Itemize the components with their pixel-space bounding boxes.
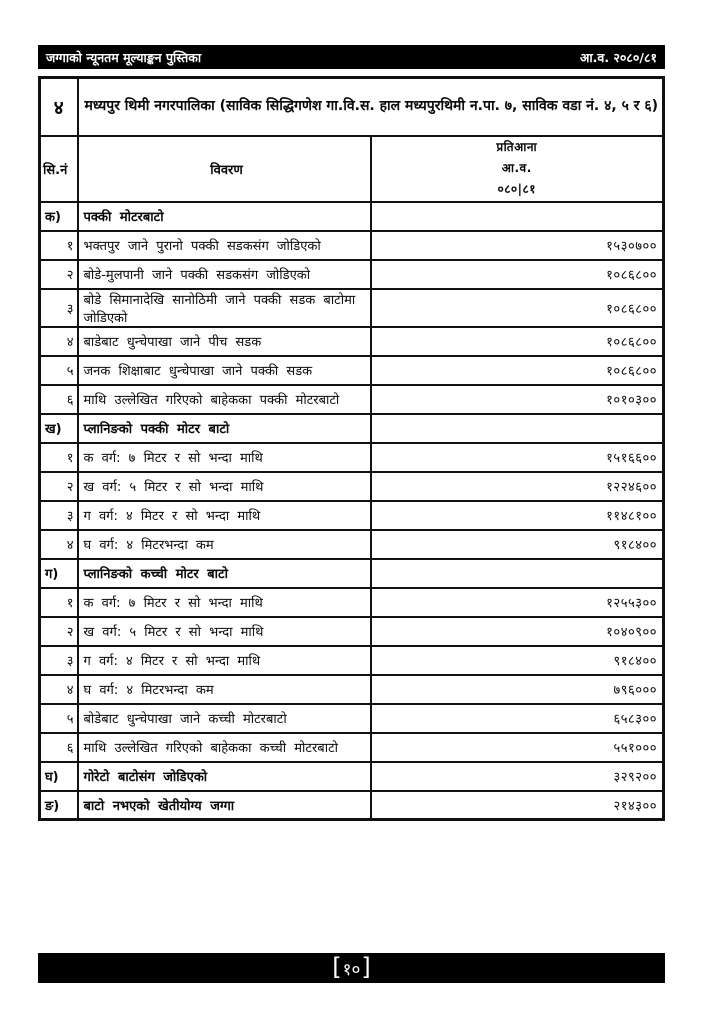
description-cell: क वर्ग: ७ मिटर र सो भन्दा माथि bbox=[78, 588, 371, 617]
value-cell: ३२९२०० bbox=[371, 762, 664, 791]
value-cell: १०८६८०० bbox=[371, 260, 664, 289]
value-cell: १०४०९०० bbox=[371, 617, 664, 646]
value-cell: ९१८४०० bbox=[371, 530, 664, 559]
description-cell: बोडे सिमानादेखि सानोठिमी जाने पक्की सडक बाटोमा जोडिएको bbox=[78, 289, 371, 327]
value-cell: ११४८१०० bbox=[371, 501, 664, 530]
table-row bbox=[40, 733, 664, 762]
value-cell: १०८६८०० bbox=[371, 327, 664, 356]
description-cell: ख वर्ग: ५ मिटर र सो भन्दा माथि bbox=[78, 472, 371, 501]
value-cell: १०१०३०० bbox=[371, 385, 664, 414]
section-row bbox=[40, 414, 664, 443]
serial-cell: ५ bbox=[40, 704, 78, 733]
section-row bbox=[40, 762, 664, 791]
fiscal-year-label: आ.व. २०८०/८१ bbox=[579, 49, 657, 65]
serial-cell: क) bbox=[40, 202, 78, 231]
serial-cell: ग) bbox=[40, 559, 78, 588]
header-bar bbox=[38, 45, 665, 69]
section-row bbox=[40, 791, 664, 820]
description-cell: माथि उल्लेखित गरिएको बाहेकका कच्ची मोटरबाटो bbox=[78, 733, 371, 762]
table-row bbox=[40, 675, 664, 704]
value-cell: १५३०७०० bbox=[371, 231, 664, 260]
value-cell bbox=[371, 202, 664, 231]
page-number-close-bracket: ] bbox=[361, 953, 371, 981]
value-cell: १२५५३०० bbox=[371, 588, 664, 617]
serial-column-header: सि.नं bbox=[40, 136, 78, 202]
footer-bar bbox=[38, 953, 665, 983]
value-cell: १०८६८०० bbox=[371, 356, 664, 385]
description-cell: भक्तपुर जाने पुरानो पक्की सडकसंग जोडिएको bbox=[78, 231, 371, 260]
rate-header-line2: आ.व. bbox=[501, 161, 532, 175]
section-row bbox=[40, 202, 664, 231]
table-row bbox=[40, 443, 664, 472]
value-cell: २१४३०० bbox=[371, 791, 664, 820]
serial-cell: ५ bbox=[40, 356, 78, 385]
rate-header-line3: ०८०|८१ bbox=[497, 182, 537, 196]
table-row bbox=[40, 530, 664, 559]
table-row bbox=[40, 472, 664, 501]
value-cell: १२२४६०० bbox=[371, 472, 664, 501]
section-row bbox=[40, 559, 664, 588]
description-cell: माथि उल्लेखित गरिएको बाहेकका पक्की मोटरबाटो bbox=[78, 385, 371, 414]
serial-cell: ४ bbox=[40, 675, 78, 704]
table-title-row bbox=[40, 78, 664, 136]
value-cell: १०८६८०० bbox=[371, 289, 664, 327]
description-cell: क वर्ग: ७ मिटर र सो भन्दा माथि bbox=[78, 443, 371, 472]
table-row bbox=[40, 260, 664, 289]
serial-cell: ख) bbox=[40, 414, 78, 443]
serial-cell: ३ bbox=[40, 646, 78, 675]
serial-cell: १ bbox=[40, 443, 78, 472]
section-number: ४ bbox=[40, 78, 78, 136]
description-cell: प्लानिङको कच्ची मोटर बाटो bbox=[78, 559, 371, 588]
table-row bbox=[40, 231, 664, 260]
serial-cell: घ) bbox=[40, 762, 78, 791]
serial-cell: १ bbox=[40, 231, 78, 260]
page-content bbox=[38, 45, 665, 821]
valuation-table bbox=[38, 76, 665, 821]
rate-header-line1: प्रतिआना bbox=[496, 140, 538, 154]
value-cell: १५१६६०० bbox=[371, 443, 664, 472]
table-row bbox=[40, 588, 664, 617]
serial-cell: २ bbox=[40, 260, 78, 289]
description-cell: जनक शिक्षाबाट धुन्चेपाखा जाने पक्की सडक bbox=[78, 356, 371, 385]
value-cell: ९१८४०० bbox=[371, 646, 664, 675]
table-row bbox=[40, 385, 664, 414]
description-cell: बाटो नभएको खेतीयोग्य जग्गा bbox=[78, 791, 371, 820]
table-row bbox=[40, 356, 664, 385]
serial-cell: १ bbox=[40, 588, 78, 617]
description-column-header: विवरण bbox=[78, 136, 371, 202]
description-cell: गोरेटो बाटोसंग जोडिएको bbox=[78, 762, 371, 791]
serial-cell: ६ bbox=[40, 733, 78, 762]
description-cell: बाडेबाट धुन्चेपाखा जाने पीच सडक bbox=[78, 327, 371, 356]
description-cell: बोडेबाट धुन्चेपाखा जाने कच्ची मोटरबाटो bbox=[78, 704, 371, 733]
table-row bbox=[40, 289, 664, 327]
value-cell: ५५१००० bbox=[371, 733, 664, 762]
value-cell: ७९६००० bbox=[371, 675, 664, 704]
booklet-title: जग्गाको न्यूनतम मूल्याङ्कन पुस्तिका bbox=[46, 49, 202, 65]
table-row bbox=[40, 501, 664, 530]
value-cell bbox=[371, 559, 664, 588]
municipality-title: मध्यपुर थिमी नगरपालिका (साविक सिद्धिगणेश गा.वि.स. हाल मध्यपुरथिमी न.पा. ७, साविक वडा नं. ४, ५ र ६) bbox=[78, 78, 664, 136]
description-cell: ख वर्ग: ५ मिटर र सो भन्दा माथि bbox=[78, 617, 371, 646]
description-cell: प्लानिङको पक्की मोटर बाटो bbox=[78, 414, 371, 443]
table-row bbox=[40, 704, 664, 733]
table-body bbox=[40, 78, 664, 820]
serial-cell: ङ) bbox=[40, 791, 78, 820]
description-cell: बोडे-मुलपानी जाने पक्की सडकसंग जोडिएको bbox=[78, 260, 371, 289]
description-cell: पक्की मोटरबाटो bbox=[78, 202, 371, 231]
value-cell bbox=[371, 414, 664, 443]
description-cell: घ वर्ग: ४ मिटरभन्दा कम bbox=[78, 530, 371, 559]
column-header-row bbox=[40, 136, 664, 202]
table-row bbox=[40, 327, 664, 356]
table-row bbox=[40, 646, 664, 675]
serial-cell: ३ bbox=[40, 289, 78, 327]
value-cell: ६५८३०० bbox=[371, 704, 664, 733]
page-number-open-bracket: [ bbox=[332, 953, 342, 981]
rate-column-header bbox=[371, 136, 664, 202]
description-cell: ग वर्ग: ४ मिटर र सो भन्दा माथि bbox=[78, 501, 371, 530]
serial-cell: ४ bbox=[40, 530, 78, 559]
serial-cell: २ bbox=[40, 617, 78, 646]
table-row bbox=[40, 617, 664, 646]
serial-cell: २ bbox=[40, 472, 78, 501]
serial-cell: ४ bbox=[40, 327, 78, 356]
description-cell: घ वर्ग: ४ मिटरभन्दा कम bbox=[78, 675, 371, 704]
serial-cell: ३ bbox=[40, 501, 78, 530]
serial-cell: ६ bbox=[40, 385, 78, 414]
description-cell: ग वर्ग: ४ मिटर र सो भन्दा माथि bbox=[78, 646, 371, 675]
page-number: १० bbox=[342, 959, 361, 980]
